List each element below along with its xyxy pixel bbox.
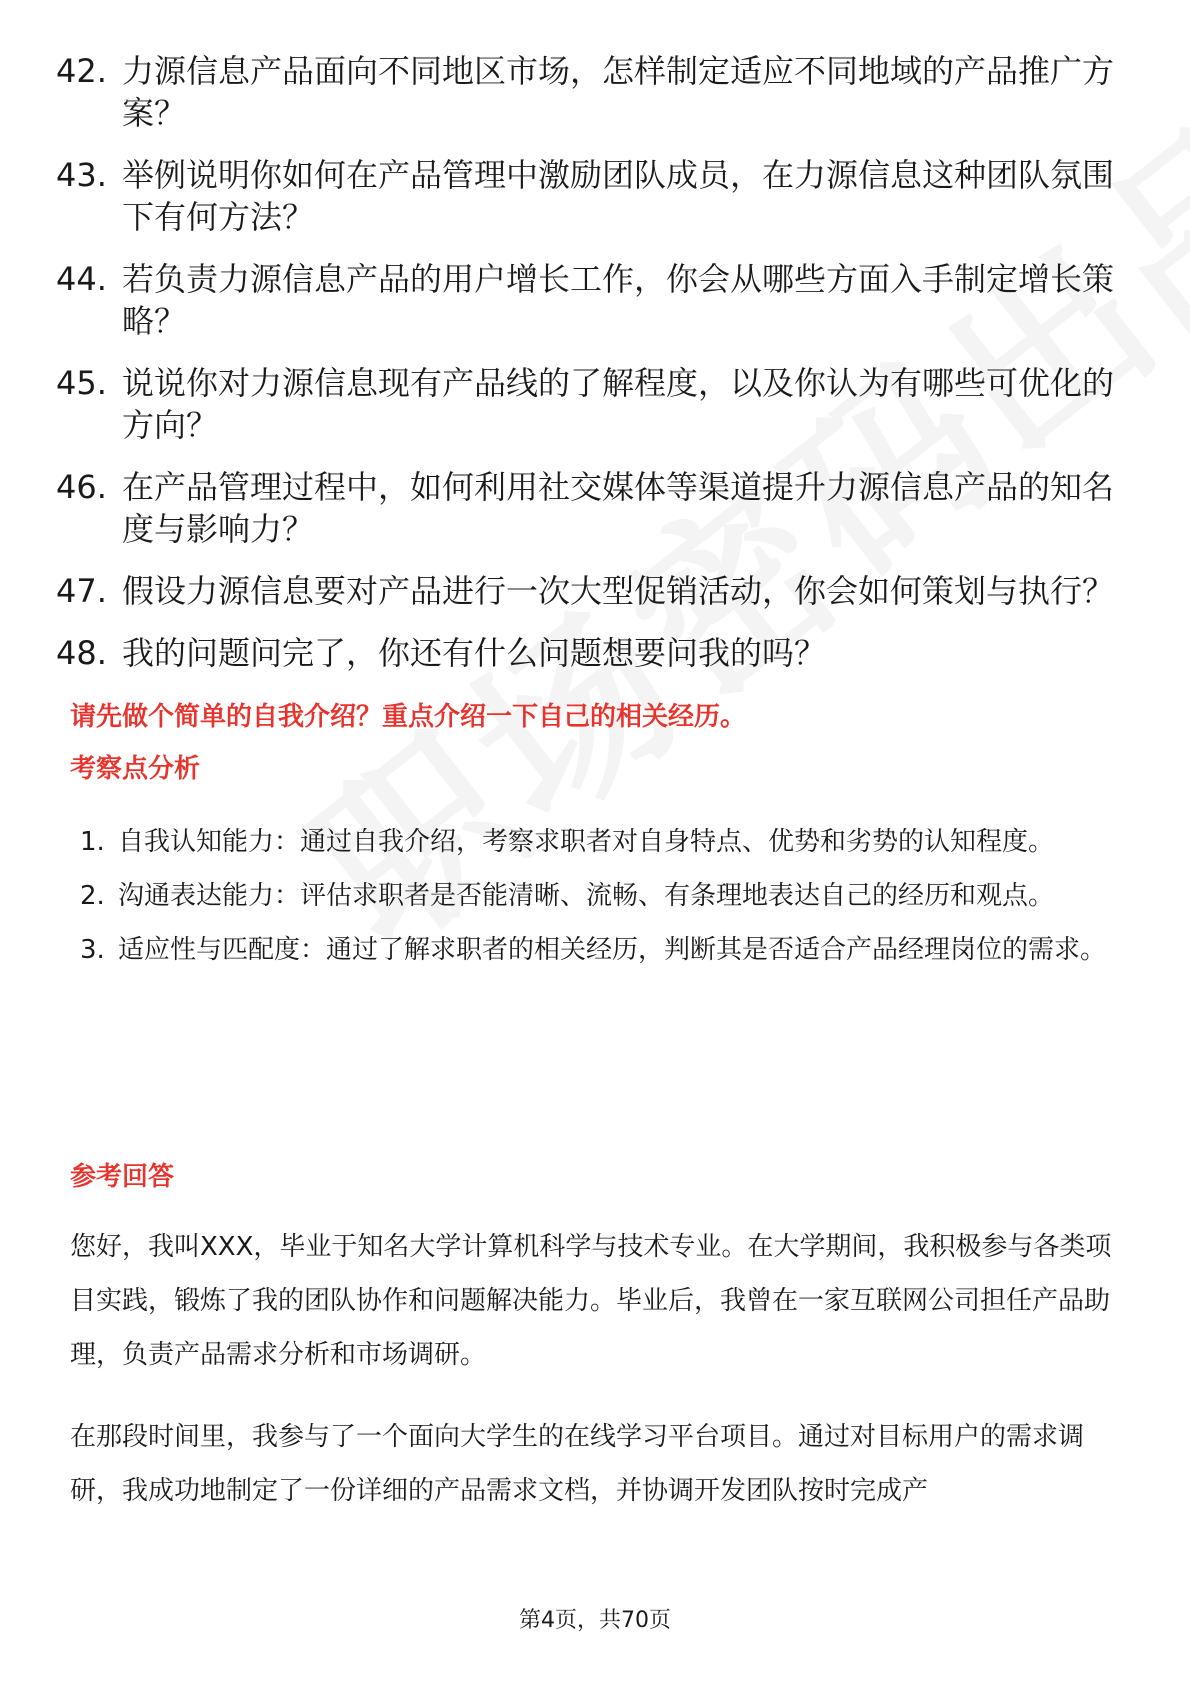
question-item: [56, 466, 1116, 550]
question-text: 力源信息产品面向不同地区市场，怎样制定适应不同地域的产品推广方案？: [122, 52, 1115, 132]
analysis-number: 1.: [80, 827, 105, 857]
analysis-text: 自我认知能力：通过自我介绍，考察求职者对自身特点、优势和劣势的认知程度。: [118, 827, 1055, 857]
section-question-heading: 请先做个简单的自我介绍？重点介绍一下自己的相关经历。: [70, 702, 747, 732]
question-text: 我的问题问完了，你还有什么问题想要问我的吗？: [122, 634, 827, 672]
analysis-list: [80, 815, 1120, 977]
question-text: 在产品管理过程中，如何利用社交媒体等渠道提升力源信息产品的知名度与影响力？: [122, 468, 1115, 548]
page-footer: 第4页，共70页: [519, 1608, 671, 1633]
analysis-text: 适应性与匹配度：通过了解求职者的相关经历，判断其是否适合产品经理岗位的需求。: [118, 935, 1107, 965]
question-text: 举例说明你如何在产品管理中激励团队成员，在力源信息这种团队氛围下有何方法？: [122, 156, 1115, 236]
question-number: 42.: [56, 52, 107, 90]
answer-paragraph: 您好，我叫XXX，毕业于知名大学计算机科学与技术专业。在大学期间，我积极参与各类项目实践，锻炼了我的团队协作和问题解决能力。毕业后，我曾在一家互联网公司担任产品助理，负责产品需求分析和市场调研。: [70, 1232, 1112, 1370]
question-text: 说说你对力源信息现有产品线的了解程度，以及你认为有哪些可优化的方向？: [122, 364, 1115, 444]
answer-heading: 参考回答: [70, 1162, 175, 1192]
question-item: [56, 632, 1116, 674]
question-item: [56, 50, 1116, 134]
analysis-item: [80, 923, 1120, 977]
question-text: 若负责力源信息产品的用户增长工作，你会从哪些方面入手制定增长策略？: [122, 260, 1115, 340]
analysis-text: 沟通表达能力：评估求职者是否能清晰、流畅、有条理地表达自己的经历和观点。: [118, 881, 1055, 911]
answer-paragraph: 在那段时间里，我参与了一个面向大学生的在线学习平台项目。通过对目标用户的需求调研，我成功地制定了一份详细的产品需求文档，并协调开发团队按时完成产: [70, 1422, 1085, 1506]
question-number: 47.: [56, 572, 107, 610]
question-number: 44.: [56, 260, 107, 298]
analysis-item: [80, 815, 1120, 869]
question-item: [56, 258, 1116, 342]
question-number: 48.: [56, 634, 107, 672]
question-number: 43.: [56, 156, 107, 194]
question-item: [56, 362, 1116, 446]
analysis-number: 2.: [80, 881, 105, 911]
question-item: [56, 570, 1116, 612]
analysis-item: [80, 869, 1120, 923]
question-item: [56, 154, 1116, 238]
question-number: 45.: [56, 364, 107, 402]
analysis-number: 3.: [80, 935, 105, 965]
question-list: [56, 50, 1116, 694]
question-text: 假设力源信息要对产品进行一次大型促销活动，你会如何策划与执行？: [122, 572, 1115, 610]
analysis-heading: 考察点分析: [70, 754, 201, 784]
question-number: 46.: [56, 468, 107, 506]
